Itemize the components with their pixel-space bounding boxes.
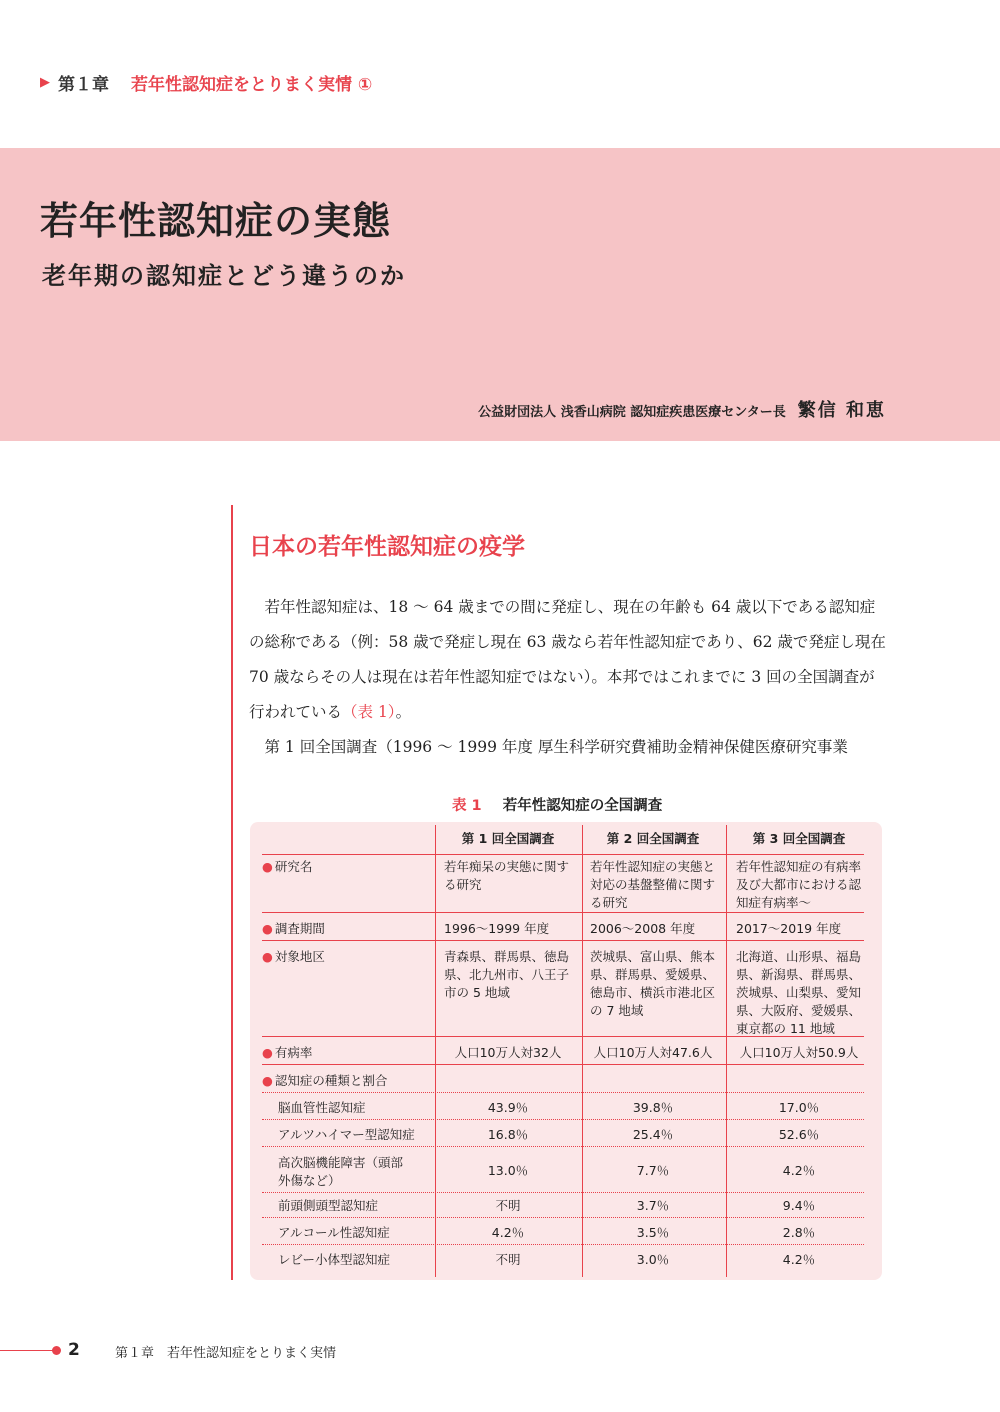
page-footer — [0, 1340, 400, 1362]
table-cell: 茨城県、富山県、熊本県、群馬県、愛媛県、徳島市、横浜市港北区の 7 地域 — [590, 949, 716, 1018]
table-cell: 青森県、群馬県、徳島県、北九州市、八王子市の 5 地域 — [444, 949, 570, 1000]
table-row-type — [262, 1154, 864, 1193]
table-cell: 39.8％ — [632, 1100, 674, 1115]
table-row-region — [262, 948, 864, 1037]
title-band — [0, 148, 1000, 441]
table-cell: 1996～1999 年度 — [444, 921, 550, 936]
table-cell: 4.2％ — [782, 1252, 816, 1267]
table-cell: 25.4％ — [632, 1127, 674, 1142]
table-cell: 2.8％ — [782, 1225, 816, 1240]
table-cell: 3.7％ — [636, 1198, 670, 1213]
table-cell: 52.6％ — [778, 1127, 820, 1142]
author-affiliation: 公益財団法人 浅香山病院 認知症疾患医療センター長 — [478, 405, 786, 420]
table-cell: 若年性認知症の実態と対応の基盤整備に関する研究 — [590, 859, 716, 910]
chapter-header — [40, 70, 372, 95]
table-cell: 16.8％ — [487, 1127, 529, 1142]
header-survey-3: 第 3 回全国調査 — [752, 831, 846, 846]
table-cell: 2006～2008 年度 — [590, 921, 696, 936]
paragraph-1: 若年性認知症は、18 ～ 64 歳までの間に発症し、現在の年齢も 64 歳以下である認知症の総称である（例：58 歳で発症し現在 63 歳なら若年性認知症であり、62 歳で発症し現在 70 歳ならその人は現在は若年性認知症ではない）。本邦ではこれまでに 3 回の全国調査が行われている（表 1）。 — [249, 598, 886, 721]
table-cell: 人口10万人対47.6人 — [593, 1045, 713, 1060]
row-label: ● 調査期間 — [262, 921, 325, 936]
table-row-study-name — [262, 858, 864, 913]
table-cell: 9.4％ — [782, 1198, 816, 1213]
row-label: ● 有病率 — [262, 1045, 313, 1060]
table-cell: 3.0％ — [636, 1252, 670, 1267]
triangle-marker-icon: ▶ — [40, 75, 50, 90]
table-cell: 7.7％ — [636, 1163, 670, 1178]
table-row-period — [262, 920, 864, 941]
section-rule — [231, 505, 233, 1280]
author-name: 繁信 和恵 — [797, 400, 886, 421]
section-title: 日本の若年性認知症の疫学 — [249, 534, 525, 560]
footer-line — [0, 1350, 56, 1351]
table-reference[interactable]: （表 1） — [342, 703, 396, 721]
row-label: アルツハイマー型認知症 — [278, 1127, 415, 1142]
page-number: 2 — [68, 1340, 80, 1360]
chapter-subtitle: 若年性認知症をとりまく実情 ① — [131, 75, 373, 95]
table-row-type — [262, 1126, 864, 1147]
table-cell: 人口10万人対50.9人 — [739, 1045, 859, 1060]
table-row-prevalence — [262, 1044, 864, 1065]
table-caption-label: 表 1 — [452, 798, 482, 814]
row-label: 高次脳機能障害（頭部外傷など） — [278, 1155, 404, 1188]
footer-dot-icon — [52, 1346, 61, 1355]
page-title: 若年性認知症の実態 — [40, 199, 392, 243]
row-label: 脳血管性認知症 — [278, 1100, 366, 1115]
table-cell: 若年痴呆の実態に関する研究 — [444, 859, 570, 892]
row-label: 前頭側頭型認知症 — [278, 1198, 379, 1213]
table-header-row — [262, 830, 864, 855]
row-label: ● 対象地区 — [262, 949, 325, 964]
row-label: レビー小体型認知症 — [278, 1252, 391, 1267]
table-row-type — [262, 1251, 864, 1271]
table-cell: 若年性認知症の有病率及び大都市における認知症有病率～ — [736, 859, 862, 910]
table-row-type — [262, 1099, 864, 1120]
row-label: アルコール性認知症 — [278, 1225, 390, 1240]
footer-text: 第１章 若年性認知症をとりまく実情 — [115, 1346, 337, 1361]
body-text — [249, 590, 889, 765]
chapter-number: 第１章 — [58, 75, 109, 95]
table-caption-title: 若年性認知症の全国調査 — [502, 798, 663, 814]
header-survey-2: 第 2 回全国調査 — [606, 831, 700, 846]
table-cell: 不明 — [495, 1252, 521, 1267]
table-cell: 北海道、山形県、福島県、新潟県、群馬県、茨城県、山梨県、愛知県、大阪府、愛媛県、東京都の 11 地域 — [736, 949, 862, 1036]
table-cell: 4.2％ — [491, 1225, 525, 1240]
table-cell: 2017～2019 年度 — [736, 921, 842, 936]
table-cell: 人口10万人対32人 — [454, 1045, 562, 1060]
table-row-types-header — [262, 1072, 864, 1093]
table-row-type — [262, 1224, 864, 1245]
table-cell: 17.0％ — [778, 1100, 820, 1115]
table-cell: 13.0％ — [487, 1163, 529, 1178]
table-row-type — [262, 1197, 864, 1218]
row-label: ● 認知症の種類と割合 — [262, 1073, 388, 1088]
table-cell: 43.9％ — [487, 1100, 529, 1115]
table-cell: 4.2％ — [782, 1163, 816, 1178]
table-caption — [452, 794, 662, 815]
page-subtitle: 老年期の認知症とどう違うのか — [42, 262, 406, 290]
table-cell: 3.5％ — [636, 1225, 670, 1240]
header-survey-1: 第 1 回全国調査 — [461, 831, 555, 846]
row-label: ● 研究名 — [262, 859, 313, 874]
table-cell: 不明 — [495, 1198, 521, 1213]
author-line — [478, 396, 886, 422]
paragraph-2: 第 1 回全国調査（1996 ～ 1999 年度 厚生科学研究費補助金精神保健医療研究事業 — [264, 738, 848, 756]
